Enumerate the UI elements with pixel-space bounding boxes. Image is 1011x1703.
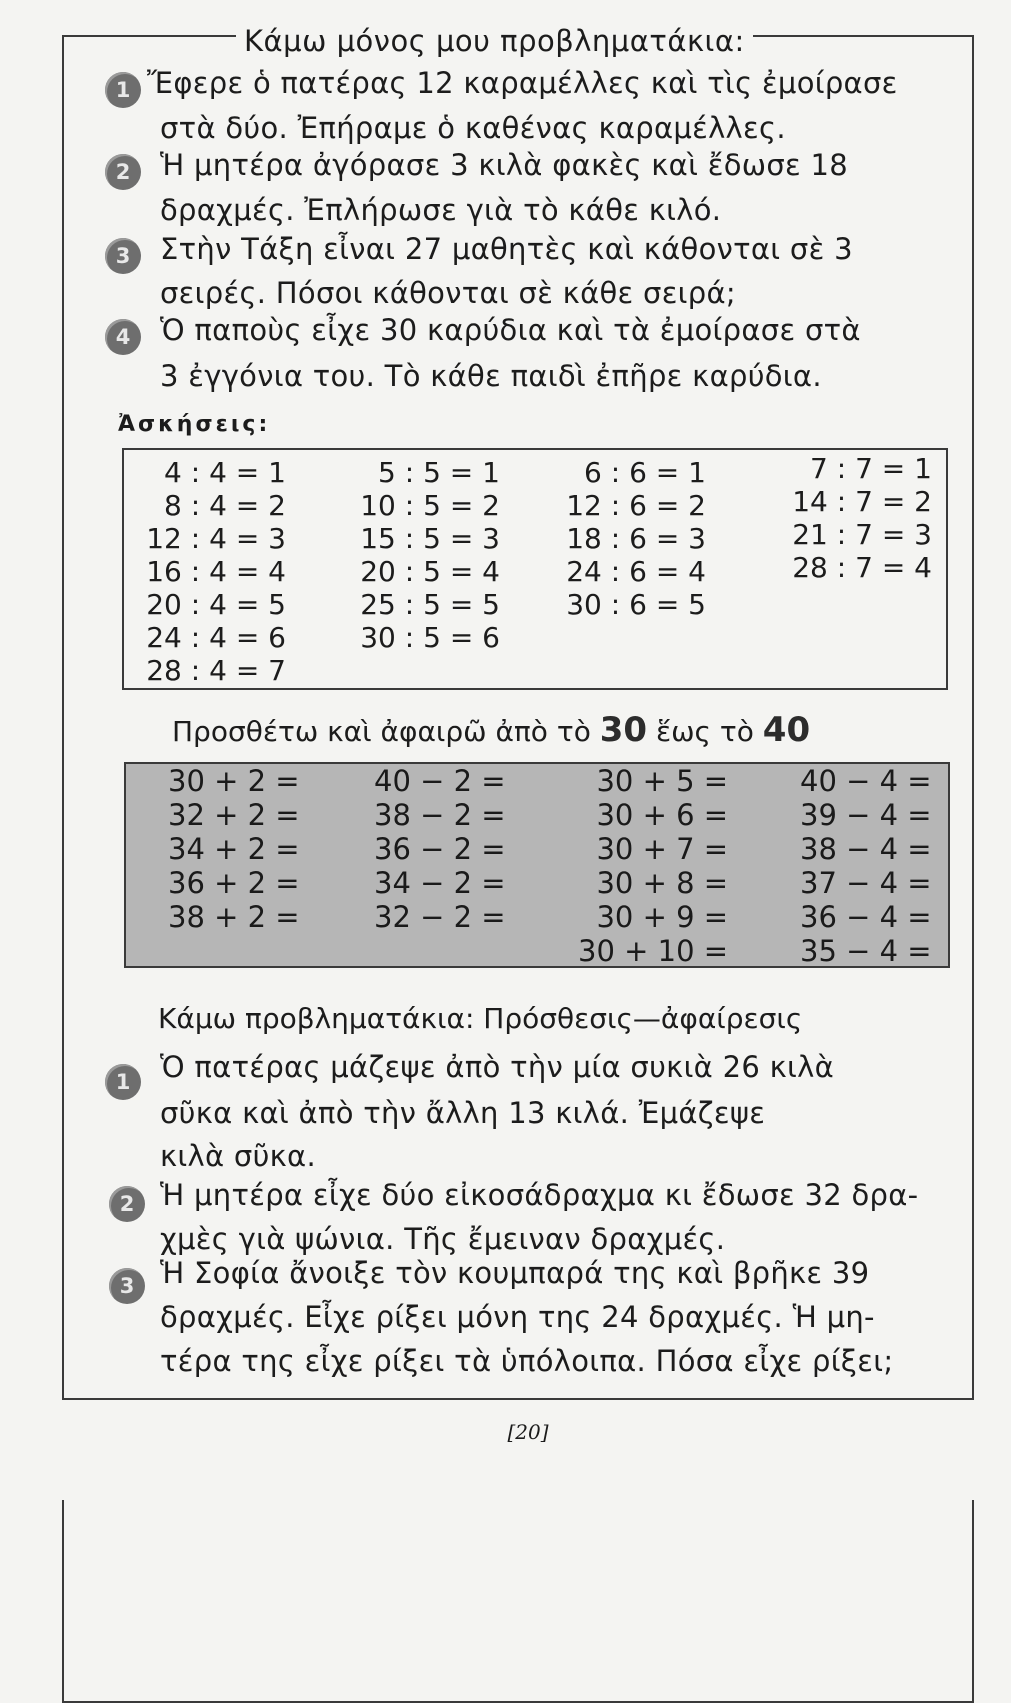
addsub-title-to: 40: [762, 710, 811, 750]
addsub-exercise: 40 − 2 =: [374, 764, 506, 798]
addsub-exercise: 38 + 2 =: [168, 900, 300, 934]
addsub-column-1: [168, 764, 300, 934]
division-fact: 25 : 5 = 5: [360, 588, 500, 621]
addsub-title-middle: ἕως τὸ: [655, 715, 754, 748]
problem-number-badge: 2: [105, 154, 141, 190]
addsub-exercise: 30 + 8 =: [596, 866, 729, 900]
addsub-column-4: [800, 764, 932, 968]
addsub-exercise: 30 + 6 =: [596, 798, 729, 832]
addsub-exercise: 40 − 4 =: [800, 764, 932, 798]
addsub-exercise: 38 − 4 =: [800, 832, 932, 866]
division-fact: 24 : 4 = 6: [146, 621, 286, 654]
addsub-exercise: 39 − 4 =: [800, 798, 932, 832]
division-exercises-box: [122, 448, 948, 690]
addsub-column-2: [374, 764, 506, 934]
division-fact: 21 : 7 = 3: [792, 518, 932, 551]
division-fact: 24 : 6 = 4: [566, 555, 706, 588]
page-number: [20]: [507, 1420, 549, 1444]
problem-line: Στὴν Τάξη εἶναι 27 μαθητὲς καὶ κάθονται σὲ 3: [160, 232, 853, 266]
division-fact: 20 : 4 = 5: [146, 588, 286, 621]
problem-line: Ὁ πατέρας μάζεψε ἀπὸ τὴν μία συκιὰ 26 κιλὰ: [160, 1050, 835, 1084]
section-2-title: Κάμω προβληματάκια: Πρόσθεσις—ἀφαίρεσις: [158, 1002, 803, 1035]
addsub-exercises-box: [124, 762, 950, 968]
division-column-4: [146, 456, 286, 687]
problem-line: Ἔφερε ὁ πατέρας 12 καραμέλλες καὶ τὶς ἐμοίρασε: [147, 66, 898, 100]
problem-number-badge: 3: [105, 238, 141, 274]
addsub-exercise: 32 + 2 =: [168, 798, 300, 832]
addsub-exercise: 34 + 2 =: [168, 832, 300, 866]
problem-number-badge: 3: [109, 1268, 145, 1304]
addsub-exercise: 36 − 4 =: [800, 900, 932, 934]
frame-cover: [0, 1400, 1011, 1500]
division-fact: 4 : 4 = 1: [164, 456, 286, 489]
addsub-exercise: 36 + 2 =: [168, 866, 300, 900]
addsub-title-text: Προσθέτω καὶ ἀφαιρῶ ἀπὸ τὸ: [172, 715, 591, 748]
problem-line: δραχμές. Ἐπλήρωσε γιὰ τὸ κάθε κιλό.: [160, 193, 722, 227]
division-fact: 12 : 4 = 3: [146, 522, 286, 555]
division-fact: 8 : 4 = 2: [164, 489, 286, 522]
division-column-6: [566, 456, 706, 621]
addsub-exercise: 38 − 2 =: [374, 798, 506, 832]
addsub-exercise: 30 + 10 =: [578, 934, 729, 968]
problem-line: κιλὰ σῦκα.: [160, 1139, 316, 1173]
problem-number-badge: 2: [109, 1186, 145, 1222]
division-fact: 18 : 6 = 3: [566, 522, 706, 555]
division-fact: 12 : 6 = 2: [566, 489, 706, 522]
problem-number-badge: 1: [105, 72, 141, 108]
division-fact: 10 : 5 = 2: [360, 489, 500, 522]
problem-line: χμὲς γιὰ ψώνια. Τῆς ἔμειναν δραχμές.: [160, 1222, 726, 1256]
division-column-5: [360, 456, 500, 654]
division-fact: 28 : 7 = 4: [792, 551, 932, 584]
addsub-title: [172, 710, 810, 750]
division-fact: 5 : 5 = 1: [378, 456, 500, 489]
addsub-exercise: 30 + 9 =: [596, 900, 729, 934]
addsub-exercise: 37 − 4 =: [800, 866, 932, 900]
problem-number-badge: 1: [105, 1064, 141, 1100]
addsub-exercise: 30 + 5 =: [596, 764, 729, 798]
division-fact: 30 : 5 = 6: [360, 621, 500, 654]
addsub-exercise: 35 − 4 =: [800, 934, 932, 968]
addsub-exercise: 36 − 2 =: [374, 832, 506, 866]
problem-line: στὰ δύο. Ἐπήραμε ὁ καθένας καραμέλλες.: [160, 111, 786, 145]
division-fact: 16 : 4 = 4: [146, 555, 286, 588]
division-fact: 6 : 6 = 1: [584, 456, 706, 489]
frame-bottom-border: [62, 1398, 974, 1400]
problem-line: σειρές. Πόσοι κάθονται σὲ κάθε σειρά;: [160, 276, 736, 310]
problem-line: Ὁ παποὺς εἶχε 30 καρύδια καὶ τὰ ἐμοίρασε στὰ: [160, 313, 861, 347]
problem-line: Ἡ μητέρα εἶχε δύο εἰκοσάδραχμα κι ἔδωσε 32 δρα-: [160, 1178, 919, 1212]
problem-line: σῦκα καὶ ἀπὸ τὴν ἄλλη 13 κιλά. Ἐμάζεψε: [160, 1096, 766, 1130]
division-fact: 20 : 5 = 4: [360, 555, 500, 588]
addsub-exercise: 34 − 2 =: [374, 866, 506, 900]
addsub-exercise: 30 + 7 =: [596, 832, 729, 866]
division-fact: 14 : 7 = 2: [792, 485, 932, 518]
division-fact: 28 : 4 = 7: [146, 654, 286, 687]
problem-line: 3 ἐγγόνια του. Τὸ κάθε παιδὶ ἐπῆρε καρύδια.: [160, 359, 822, 393]
division-column-7: [792, 452, 932, 584]
problem-line: τέρα της εἶχε ρίξει τὰ ὑπόλοιπα. Πόσα εἶχε ρίξει;: [160, 1344, 894, 1378]
division-fact: 15 : 5 = 3: [360, 522, 500, 555]
addsub-exercise: 30 + 2 =: [168, 764, 300, 798]
addsub-column-3: [578, 764, 728, 968]
addsub-exercise: 32 − 2 =: [374, 900, 506, 934]
exercises-label: Ἀσκήσεις:: [118, 412, 271, 437]
problem-line: δραχμές. Εἶχε ρίξει μόνη της 24 δραχμές. Ἡ μη-: [160, 1300, 875, 1334]
problem-number-badge: 4: [105, 319, 141, 355]
division-fact: 30 : 6 = 5: [566, 588, 706, 621]
page-title: Κάμω μόνος μου προβληματάκια:: [236, 24, 753, 58]
addsub-title-from: 30: [599, 710, 648, 750]
division-fact: 7 : 7 = 1: [810, 452, 932, 485]
problem-line: Ἡ μητέρα ἀγόρασε 3 κιλὰ φακὲς καὶ ἔδωσε 18: [160, 148, 849, 182]
problem-line: Ἡ Σοφία ἄνοιξε τὸν κουμπαρά της καὶ βρῆκε 39: [160, 1256, 870, 1290]
